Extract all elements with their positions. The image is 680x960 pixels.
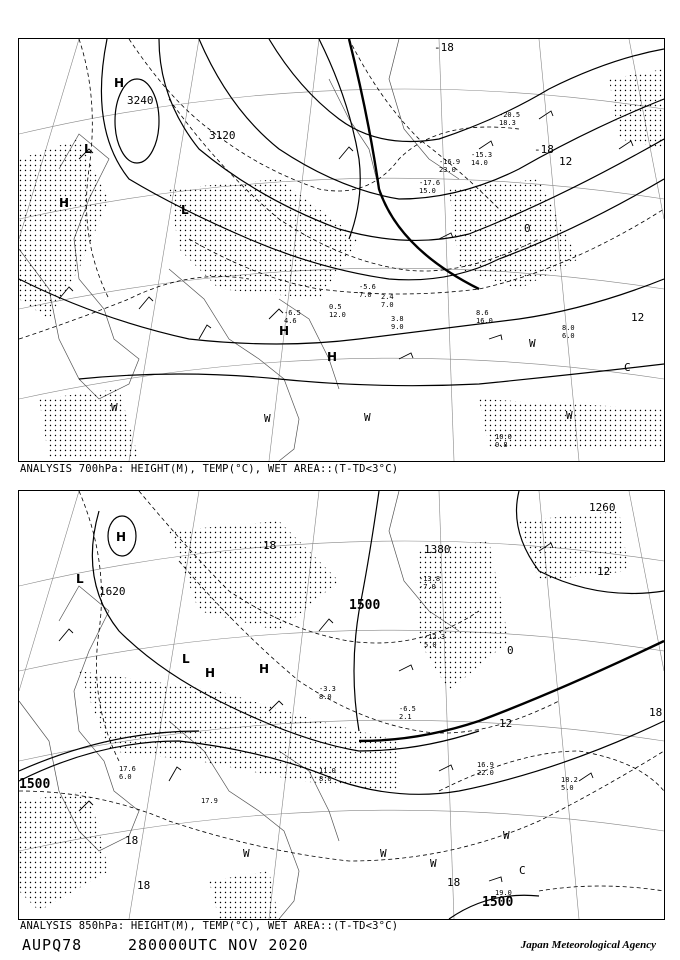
station-depression: 22.0 [477,769,494,777]
temperature-label: 0 [507,644,514,657]
station-temp: -20.5 [499,111,521,119]
panel-caption-700hpa: ANALYSIS 700hPa: HEIGHT(M), TEMP(°C), WET AREA::(T-TD<3°C) [20,463,399,475]
station-temp: 11.0 [319,767,336,775]
station-depression: 8.0 [319,693,332,701]
station-temp: 10.0 [495,433,512,441]
temperature-label: 12 [631,311,645,324]
warm-mark: W [566,409,573,422]
low-pressure-center: L [84,142,92,156]
station-depression: 6.0 [119,773,132,781]
high-pressure-center: H [279,324,290,338]
agency-credit: Japan Meteorological Agency [520,939,656,951]
station-depression: 9.0 [391,323,404,331]
warm-mark: W [264,412,271,425]
map-panel-850hpa [18,490,665,920]
station-depression: 12.0 [329,311,346,319]
station-temp: 17.6 [119,765,136,773]
station-temp: 17.9 [201,797,218,805]
warm-mark: W [529,337,536,350]
temperature-label: 12 [559,155,573,168]
temperature-label: 0 [524,222,531,235]
high-pressure-center: H [59,196,70,210]
station-depression: 15.0 [419,187,436,195]
station-temp: -6.5 [284,309,301,317]
temperature-label: -18 [434,41,454,54]
map-700hpa-svg [19,39,664,461]
station-temp: -5.6 [359,283,376,291]
temperature-label: 18 [447,876,461,889]
warm-mark: W [243,847,250,860]
station-depression: 4.6 [284,317,297,325]
station-depression: 5.0 [424,641,437,649]
station-temp: -3.3 [319,685,336,693]
height-label: 1500 [349,598,381,613]
warm-mark: W [430,857,437,870]
map-850hpa-svg [19,491,664,919]
height-label: 1500 [482,895,514,910]
temperature-label: C [519,864,526,877]
station-temp: 19.0 [495,889,512,897]
station-depression: 14.0 [471,159,488,167]
high-pressure-center: H [114,76,125,90]
station-temp: 0.5 [329,303,342,311]
warm-mark: W [503,829,510,842]
station-depression: 18.3 [499,119,516,127]
station-depression: 0.8 [495,441,508,449]
temperature-label: 18 [263,539,277,552]
temperature-label: -18 [534,143,554,156]
high-pressure-center: H [259,662,270,676]
temperature-label: 12 [499,717,513,730]
station-depression: -7.0 [419,583,436,591]
temperature-label: 12 [597,565,611,578]
low-pressure-center: L [181,203,189,217]
station-temp: 16.9 [477,761,494,769]
low-pressure-center: L [76,572,84,586]
height-label: 3120 [209,129,236,142]
station-temp: 2.4 [381,293,394,301]
warm-mark: W [111,401,118,414]
warm-mark: W [380,847,387,860]
station-temp: 8.6 [476,309,489,317]
station-depression: 6.0 [562,332,575,340]
station-temp: 18.2 [561,776,578,784]
station-depression: 16.0 [476,317,493,325]
station-temp: -15.3 [471,151,493,159]
height-label: 1380 [424,543,451,556]
station-depression: 2.1 [399,713,412,721]
station-temp: 3.8 [391,315,404,323]
height-label: 1500 [19,777,51,792]
station-depression: 7.0 [381,301,394,309]
station-temp: -6.5 [399,705,416,713]
valid-time: 280000UTC NOV 2020 [128,936,309,954]
temperature-label: 18 [137,879,151,892]
product-code: AUPQ78 [22,936,83,954]
station-depression: 7.0 [359,291,372,299]
map-panel-700hpa [18,38,665,462]
wet-areas [19,511,629,919]
height-label: 3240 [127,94,154,107]
high-pressure-center: H [205,666,216,680]
station-temp: -16.9 [439,158,461,166]
panel-caption-850hpa: ANALYSIS 850hPa: HEIGHT(M), TEMP(°C), WET AREA::(T-TD<3°C) [20,920,399,932]
high-pressure-center: H [116,530,127,544]
temperature-label: 18 [649,706,663,719]
temperature-label: 18 [125,834,139,847]
station-temp: 8.0 [562,324,575,332]
high-pressure-center: H [327,350,338,364]
station-depression: 5.0 [561,784,574,792]
station-depression: 23.0 [439,166,456,174]
station-depression: 8.0 [319,775,332,783]
station-temp: -13.8 [419,575,441,583]
warm-mark: W [364,411,371,424]
height-label: 1260 [589,501,616,514]
height-label: 1620 [99,585,126,598]
low-pressure-center: L [182,652,190,666]
station-temp: -12.3 [424,633,446,641]
station-temp: -17.6 [419,179,441,187]
temperature-label: C [624,361,631,374]
high-center-contour [115,79,159,163]
